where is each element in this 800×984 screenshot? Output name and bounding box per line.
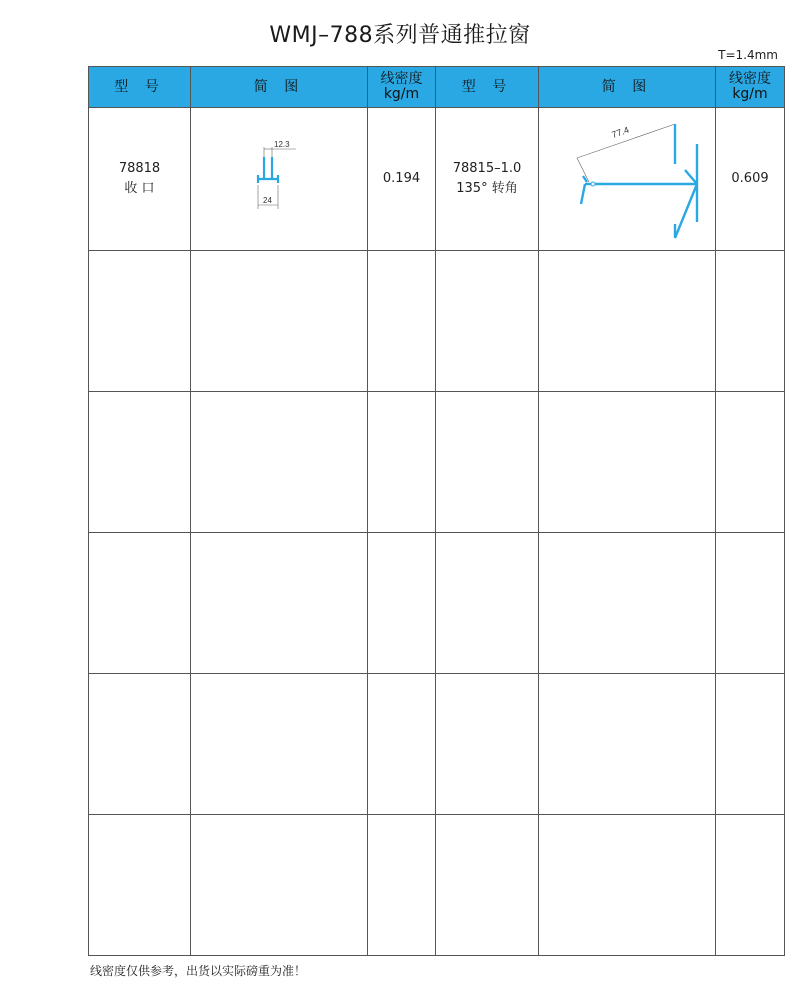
table-row [89, 815, 785, 956]
model-cell [436, 108, 539, 251]
profile-78815-diagram [547, 114, 707, 244]
dim-top-label: 12.3 [274, 140, 290, 149]
model-code: 78815–1.0 [452, 161, 522, 176]
table-header-row [89, 67, 785, 108]
header-density-label: 线密度 [729, 71, 771, 87]
table-row [89, 674, 785, 815]
table-row [89, 392, 785, 533]
table-row [89, 251, 785, 392]
page-title: WMJ–788系列普通推拉窗 [269, 23, 531, 48]
dim-bottom-label: 24 [263, 196, 272, 205]
model-name: 收 口 [124, 181, 155, 196]
header-density [716, 67, 785, 108]
footer-note: 线密度仅供参考，出货以实际磅重为准！ [90, 964, 307, 978]
model-cell [89, 108, 191, 251]
model-code: 78818 [118, 161, 161, 176]
header-diagram: 简 图 [539, 67, 716, 108]
header-density-unit: kg/m [383, 86, 420, 102]
header-model: 型 号 [89, 67, 191, 108]
table-row [89, 533, 785, 674]
dim-label: 77.4 [610, 124, 631, 140]
header-density-unit: kg/m [732, 86, 768, 102]
table-row [89, 108, 785, 251]
header-model: 型 号 [436, 67, 539, 108]
model-name: 135° 转角 [456, 181, 518, 196]
density-cell: 0.194 [368, 108, 436, 251]
diagram-cell [539, 108, 716, 251]
profile-78818-diagram [244, 139, 314, 219]
diagram-cell [191, 108, 368, 251]
header-density-label: 线密度 [380, 71, 423, 87]
density-cell: 0.609 [716, 108, 785, 251]
profile-spec-table [88, 66, 785, 956]
header-density [368, 67, 436, 108]
thickness-note: T=1.4mm [718, 48, 778, 62]
header-diagram: 简 图 [191, 67, 368, 108]
